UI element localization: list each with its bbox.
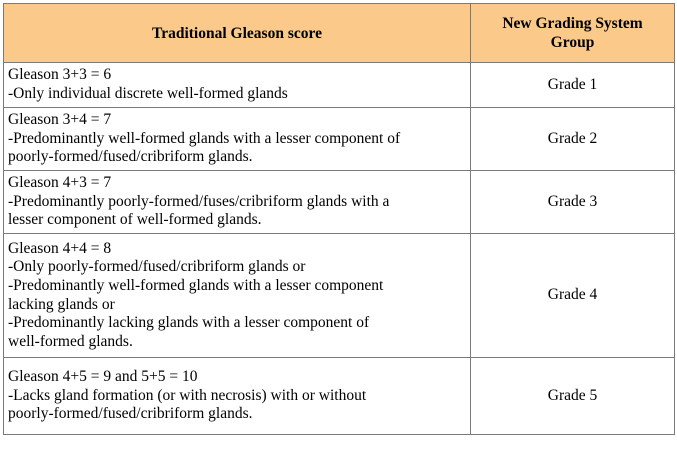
gleason-description-cell bbox=[4, 108, 471, 171]
table-row bbox=[4, 108, 675, 171]
description-line: Gleason 4+5 = 9 and 5+5 = 10 bbox=[8, 368, 198, 386]
grade-cell: Grade 4 bbox=[471, 234, 675, 358]
description-line: Gleason 3+3 = 6 bbox=[8, 66, 112, 84]
description-line: -Only individual discrete well-formed glands bbox=[8, 85, 288, 102]
description-line: Gleason 3+4 = 7 bbox=[8, 111, 112, 129]
gleason-description-cell bbox=[4, 358, 471, 435]
gleason-description-cell bbox=[4, 234, 471, 358]
table-body bbox=[4, 63, 675, 435]
header-new-grading-system-group bbox=[471, 4, 675, 63]
description-line: lesser component of well-formed glands. bbox=[8, 211, 262, 229]
description-line: lacking glands or bbox=[8, 295, 115, 313]
description-line: poorly-formed/fused/cribriform glands. bbox=[8, 148, 253, 166]
description-line: -Only poorly-formed/fused/cribriform glands or bbox=[8, 258, 306, 276]
gleason-description-cell bbox=[4, 171, 471, 234]
gleason-description-cell bbox=[4, 63, 471, 108]
grade-cell: Grade 1 bbox=[471, 63, 675, 108]
table-row bbox=[4, 234, 675, 358]
header-row bbox=[4, 4, 675, 63]
description-line: -Predominantly lacking glands with a lesser component of bbox=[8, 314, 370, 332]
description-line: poorly-formed/fused/cribriform glands. bbox=[8, 405, 253, 423]
description-line: -Lacks gland formation (or with necrosis) with or without bbox=[8, 386, 367, 404]
table-row bbox=[4, 63, 675, 108]
description-line: Gleason 4+3 = 7 bbox=[8, 174, 112, 192]
table-header bbox=[4, 4, 675, 63]
table-row bbox=[4, 171, 675, 234]
description-line: -Predominantly well-formed glands with a lesser component bbox=[8, 276, 384, 294]
header-traditional-gleason-score: Traditional Gleason score bbox=[4, 4, 471, 63]
description-line: well-formed glands. bbox=[8, 332, 133, 350]
description-line: -Predominantly well-formed glands with a lesser component of bbox=[8, 129, 401, 147]
header-grade-line-1: New Grading System bbox=[502, 15, 643, 32]
grade-cell: Grade 3 bbox=[471, 171, 675, 234]
grade-cell: Grade 2 bbox=[471, 108, 675, 171]
description-line: Gleason 4+4 = 8 bbox=[8, 239, 112, 257]
header-grade-line-2: Group bbox=[550, 34, 595, 51]
table-row bbox=[4, 358, 675, 435]
gleason-grading-table bbox=[3, 3, 675, 435]
description-line: -Predominantly poorly-formed/fuses/cribriform glands with a bbox=[8, 192, 390, 210]
grade-cell: Grade 5 bbox=[471, 358, 675, 435]
